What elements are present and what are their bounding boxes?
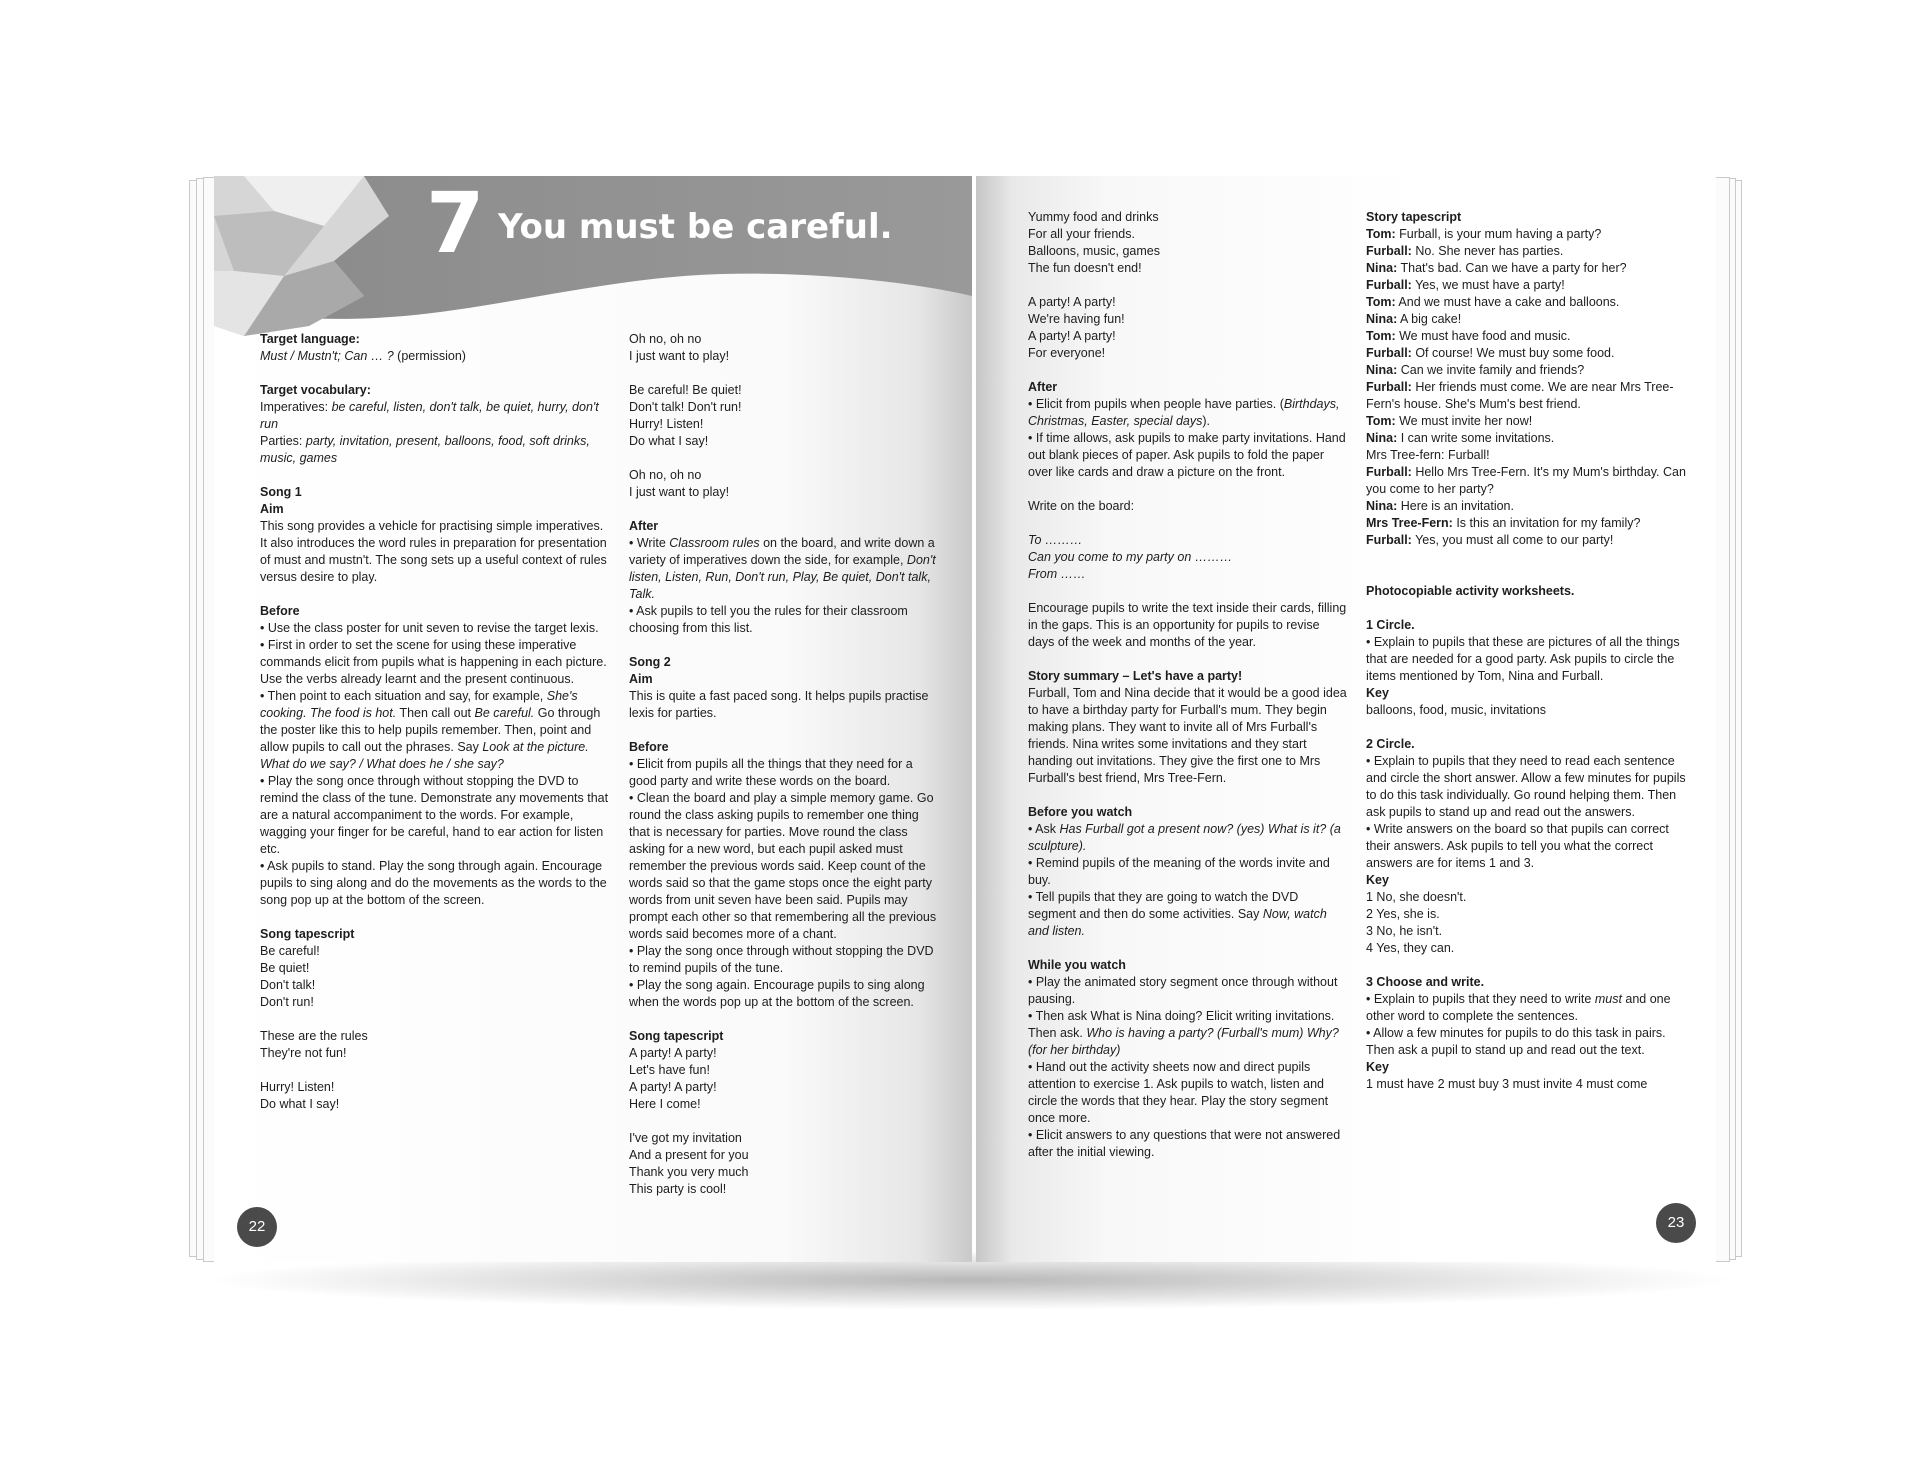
lyric-line: Oh no, oh no bbox=[629, 468, 702, 482]
right-page bbox=[976, 176, 1716, 1262]
before-item: • Play the song again. Encourage pupils to sing along when the words pop up at the bottom of the screen. bbox=[629, 978, 925, 1009]
dialogue-line: Tom: And we must have a cake and balloons. bbox=[1366, 295, 1620, 309]
wyw-item: • Elicit answers to any questions that were not answered after the initial viewing. bbox=[1028, 1128, 1341, 1159]
lyric-line: Thank you very much bbox=[629, 1165, 749, 1179]
before-item: • Play the song once through without stopping the DVD to remind the class of the tune. Demonstrate any movements that are a natural accompaniment to the words. For example, wagging your finger for be careful, hand to ear action for listen etc. bbox=[260, 774, 609, 856]
wyw-item: • Then ask What is Nina doing? Elicit writing invitations. Then ask. Who is having a party? (Furball's mum) Why? (for her birthday) bbox=[1028, 1009, 1339, 1057]
target-vocabulary-heading: Target vocabulary: bbox=[260, 383, 371, 397]
lyric-line: Hurry! Listen! bbox=[260, 1080, 335, 1094]
dialogue-line: Furball: Yes, you must all come to our party! bbox=[1366, 533, 1614, 547]
circle-2-text: • Explain to pupils that they need to read each sentence and circle the short answer. Allow a few minutes for pupils to do this task individually. Go round helping them. Then ask pupils to stand up and read out the answers. bbox=[1366, 754, 1686, 819]
aim-text: This song provides a vehicle for practising simple imperatives. It also introduces the word rules in preparation for presentation of must and mustn't. The song sets up a useful context of rules versus desire to play. bbox=[260, 519, 607, 584]
dialogue-line: Nina: I can write some invitations. bbox=[1366, 431, 1555, 445]
page-number-left: 22 bbox=[237, 1207, 277, 1247]
while-you-watch-heading: While you watch bbox=[1028, 958, 1126, 972]
before-item: • Clean the board and play a simple memory game. Go round the class asking pupils to remember one thing that is necessary for parties. Move round the class asking for a new word, but each pupil asked must remember the previous words said. Keep count of the words said so that the game stops once the eight party words from unit seven have been said. Pupils may prompt each other so that remembering all the previous words said becomes more of a chant. bbox=[629, 791, 937, 941]
before-heading: Before bbox=[629, 740, 669, 754]
choose-write-heading: 3 Choose and write. bbox=[1366, 975, 1485, 989]
lyric-line: I just want to play! bbox=[629, 485, 730, 499]
dialogue-line: Furball: Hello Mrs Tree-Fern. It's my Mum's birthday. Can you come to her party? bbox=[1366, 465, 1686, 496]
after-item: • If time allows, ask pupils to make party invitations. Hand out blank pieces of paper. Ask pupils to fold the paper over like cards and draw a picture on the front. bbox=[1028, 431, 1346, 479]
before-item: • Elicit from pupils all the things that they need for a good party and write these words on the board. bbox=[629, 757, 913, 788]
choose-write-text: • Allow a few minutes for pupils to do this task in pairs. Then ask a pupil to stand up and read out the text. bbox=[1366, 1026, 1666, 1057]
before-item: • Then point to each situation and say, for example, She's cooking. The food is hot. Then call out Be careful. Go through the poster like this to help pupils remember. Then, point and allow pupils to call out the phrases. Say Look at the picture. What do we say? / What does he / she say? bbox=[260, 689, 601, 771]
target-language-heading: Target language: bbox=[260, 332, 360, 346]
write-on-board: Write on the board: bbox=[1028, 499, 1135, 513]
target-language-text: Must / Mustn't; Can … ? (permission) bbox=[260, 349, 466, 363]
left-page bbox=[214, 176, 972, 1262]
board-line: Can you come to my party on ……… bbox=[1028, 550, 1233, 564]
after-heading: After bbox=[629, 519, 659, 533]
dialogue-line: Tom: Furball, is your mum having a party? bbox=[1366, 227, 1602, 241]
vocab-parties: Parties: party, invitation, present, balloons, food, soft drinks, music, games bbox=[260, 434, 590, 465]
lyric-line: For everyone! bbox=[1028, 346, 1106, 360]
lyric-line: A party! A party! bbox=[629, 1046, 717, 1060]
lyric-line: Be careful! Be quiet! bbox=[629, 383, 742, 397]
lyric-line: Don't talk! bbox=[260, 978, 316, 992]
dialogue-line: Nina: Can we invite family and friends? bbox=[1366, 363, 1585, 377]
before-item: • First in order to set the scene for using these imperative commands elicit from pupils what is happening in each picture. Use the verbs already learnt and the present continuous. bbox=[260, 638, 607, 686]
choose-write-text: • Explain to pupils that they need to write must and one other word to complete the sentences. bbox=[1366, 992, 1671, 1023]
before-item: • Use the class poster for unit seven to revise the target lexis. bbox=[260, 621, 599, 635]
lyric-line: Let's have fun! bbox=[629, 1063, 710, 1077]
lyric-line: Don't run! bbox=[260, 995, 314, 1009]
dialogue-line: Mrs Tree-Fern: Is this an invitation for my family? bbox=[1366, 516, 1641, 530]
dialogue-line: Tom: We must invite her now! bbox=[1366, 414, 1533, 428]
before-heading: Before bbox=[260, 604, 300, 618]
before-you-watch-heading: Before you watch bbox=[1028, 805, 1133, 819]
lyric-line: Oh no, oh no bbox=[629, 332, 702, 346]
aim-heading: Aim bbox=[260, 502, 284, 516]
dialogue-line: Nina: Here is an invitation. bbox=[1366, 499, 1514, 513]
left-column-1 bbox=[260, 331, 610, 1113]
vocab-imperatives: Imperatives: be careful, listen, don't talk, be quiet, hurry, don't run bbox=[260, 400, 599, 431]
dialogue-line: Nina: A big cake! bbox=[1366, 312, 1462, 326]
song-tapescript-heading: Song tapescript bbox=[629, 1029, 724, 1043]
lyric-line: I just want to play! bbox=[629, 349, 730, 363]
lyric-line: And a present for you bbox=[629, 1148, 749, 1162]
circle-2-text: • Write answers on the board so that pupils can correct their answers. Ask pupils to tell you what the correct answers are for items 1 and 3. bbox=[1366, 822, 1669, 870]
lyric-line: We're having fun! bbox=[1028, 312, 1125, 326]
circle-2-key: 4 Yes, they can. bbox=[1366, 941, 1455, 955]
after-item: • Ask pupils to tell you the rules for their classroom choosing from this list. bbox=[629, 604, 908, 635]
story-tapescript-heading: Story tapescript bbox=[1366, 210, 1462, 224]
song2-heading: Song 2 bbox=[629, 655, 671, 669]
lyric-line: Be careful! bbox=[260, 944, 320, 958]
key-label: Key bbox=[1366, 873, 1389, 887]
lyric-line: They're not fun! bbox=[260, 1046, 347, 1060]
encourage-text: Encourage pupils to write the text inside their cards, filling in the gaps. This is an opportunity for pupils to revise days of the week and months of the year. bbox=[1028, 601, 1347, 649]
before-item: • Play the song once through without stopping the DVD to remind pupils of the tune. bbox=[629, 944, 934, 975]
right-column-1 bbox=[1028, 209, 1348, 1161]
after-heading: After bbox=[1028, 380, 1058, 394]
before-item: • Ask pupils to stand. Play the song through again. Encourage pupils to sing along and do the movements as the words to the song pop up at the bottom of the screen. bbox=[260, 859, 607, 907]
lyric-line: Balloons, music, games bbox=[1028, 244, 1161, 258]
page-number-right: 23 bbox=[1656, 1203, 1696, 1243]
circle-1-text: • Explain to pupils that these are pictures of all the things that are needed for a good party. Ask pupils to circle the items mentioned by Tom, Nina and Furball. bbox=[1366, 635, 1680, 683]
after-item: • Elicit from pupils when people have parties. (Birthdays, Christmas, Easter, special days). bbox=[1028, 397, 1340, 428]
lyric-line: The fun doesn't end! bbox=[1028, 261, 1142, 275]
unit-title: You must be careful. bbox=[498, 207, 893, 247]
unit-banner bbox=[214, 176, 972, 346]
after-item: • Write Classroom rules on the board, and write down a variety of imperatives down the side, for example, Don't listen, Listen, Run, Don't run, Play, Be quiet, Don't talk, Talk. bbox=[629, 536, 936, 601]
circle-1-heading: 1 Circle. bbox=[1366, 618, 1415, 632]
circle-1-key: balloons, food, music, invitations bbox=[1366, 703, 1546, 717]
wyw-item: • Hand out the activity sheets now and direct pupils attention to exercise 1. Ask pupils to watch, listen and circle the words that they hear. Play the story segment once more. bbox=[1028, 1060, 1329, 1125]
lyric-line: Don't talk! Don't run! bbox=[629, 400, 742, 414]
story-summary-heading: Story summary – Let's have a party! bbox=[1028, 669, 1243, 683]
dialogue-line: Furball: Her friends must come. We are near Mrs Tree-Fern's house. She's Mum's best friend. bbox=[1366, 380, 1674, 411]
lyric-line: Hurry! Listen! bbox=[629, 417, 704, 431]
aim-heading: Aim bbox=[629, 672, 653, 686]
lyric-line: I've got my invitation bbox=[629, 1131, 742, 1145]
circle-2-key: 2 Yes, she is. bbox=[1366, 907, 1440, 921]
unit-number: 7 bbox=[426, 176, 485, 272]
byw-item: • Remind pupils of the meaning of the words invite and buy. bbox=[1028, 856, 1330, 887]
dialogue-line: Mrs Tree-fern: Furball! bbox=[1366, 448, 1490, 462]
dialogue-line: Tom: We must have food and music. bbox=[1366, 329, 1571, 343]
lyric-line: These are the rules bbox=[260, 1029, 368, 1043]
dialogue-line: Furball: Yes, we must have a party! bbox=[1366, 278, 1565, 292]
photocopiable-heading: Photocopiable activity worksheets. bbox=[1366, 584, 1575, 598]
aim-text: This is quite a fast paced song. It helps pupils practise lexis for parties. bbox=[629, 689, 929, 720]
byw-item: • Ask Has Furball got a present now? (yes) What is it? (a sculpture). bbox=[1028, 822, 1341, 853]
left-column-2 bbox=[629, 331, 941, 1198]
lyric-line: Be quiet! bbox=[260, 961, 310, 975]
byw-item: • Tell pupils that they are going to watch the DVD segment and then do some activities. Say Now, watch and listen. bbox=[1028, 890, 1327, 938]
lyric-line: Do what I say! bbox=[260, 1097, 340, 1111]
song-tapescript-heading: Song tapescript bbox=[260, 927, 355, 941]
song1-heading: Song 1 bbox=[260, 485, 302, 499]
key-label: Key bbox=[1366, 1060, 1389, 1074]
circle-2-key: 1 No, she doesn't. bbox=[1366, 890, 1467, 904]
dialogue-line: Furball: Of course! We must buy some food. bbox=[1366, 346, 1615, 360]
lyric-line: A party! A party! bbox=[1028, 295, 1116, 309]
board-line: To ……… bbox=[1028, 533, 1083, 547]
lyric-line: This party is cool! bbox=[629, 1182, 727, 1196]
choose-write-key: 1 must have 2 must buy 3 must invite 4 must come bbox=[1366, 1077, 1648, 1091]
lyric-line: A party! A party! bbox=[1028, 329, 1116, 343]
board-line: From …… bbox=[1028, 567, 1086, 581]
dialogue-line: Furball: No. She never has parties. bbox=[1366, 244, 1564, 258]
wyw-item: • Play the animated story segment once through without pausing. bbox=[1028, 975, 1338, 1006]
lyric-line: Here I come! bbox=[629, 1097, 701, 1111]
lyric-line: Do what I say! bbox=[629, 434, 709, 448]
dialogue-line: Nina: That's bad. Can we have a party for her? bbox=[1366, 261, 1627, 275]
key-label: Key bbox=[1366, 686, 1389, 700]
story-summary-text: Furball, Tom and Nina decide that it would be a good idea to have a birthday party for Furball's mum. They begin making plans. They want to invite all of Mrs Furball's friends. Nina writes some invitations and they start handing out invitations. They give the first one to Mrs Furball's best friend, Mrs Tree-Fern. bbox=[1028, 686, 1347, 785]
circle-2-key: 3 No, he isn't. bbox=[1366, 924, 1443, 938]
circle-2-heading: 2 Circle. bbox=[1366, 737, 1415, 751]
right-column-2 bbox=[1366, 209, 1696, 1093]
lyric-line: Yummy food and drinks bbox=[1028, 210, 1159, 224]
lyric-line: For all your friends. bbox=[1028, 227, 1135, 241]
lyric-line: A party! A party! bbox=[629, 1080, 717, 1094]
